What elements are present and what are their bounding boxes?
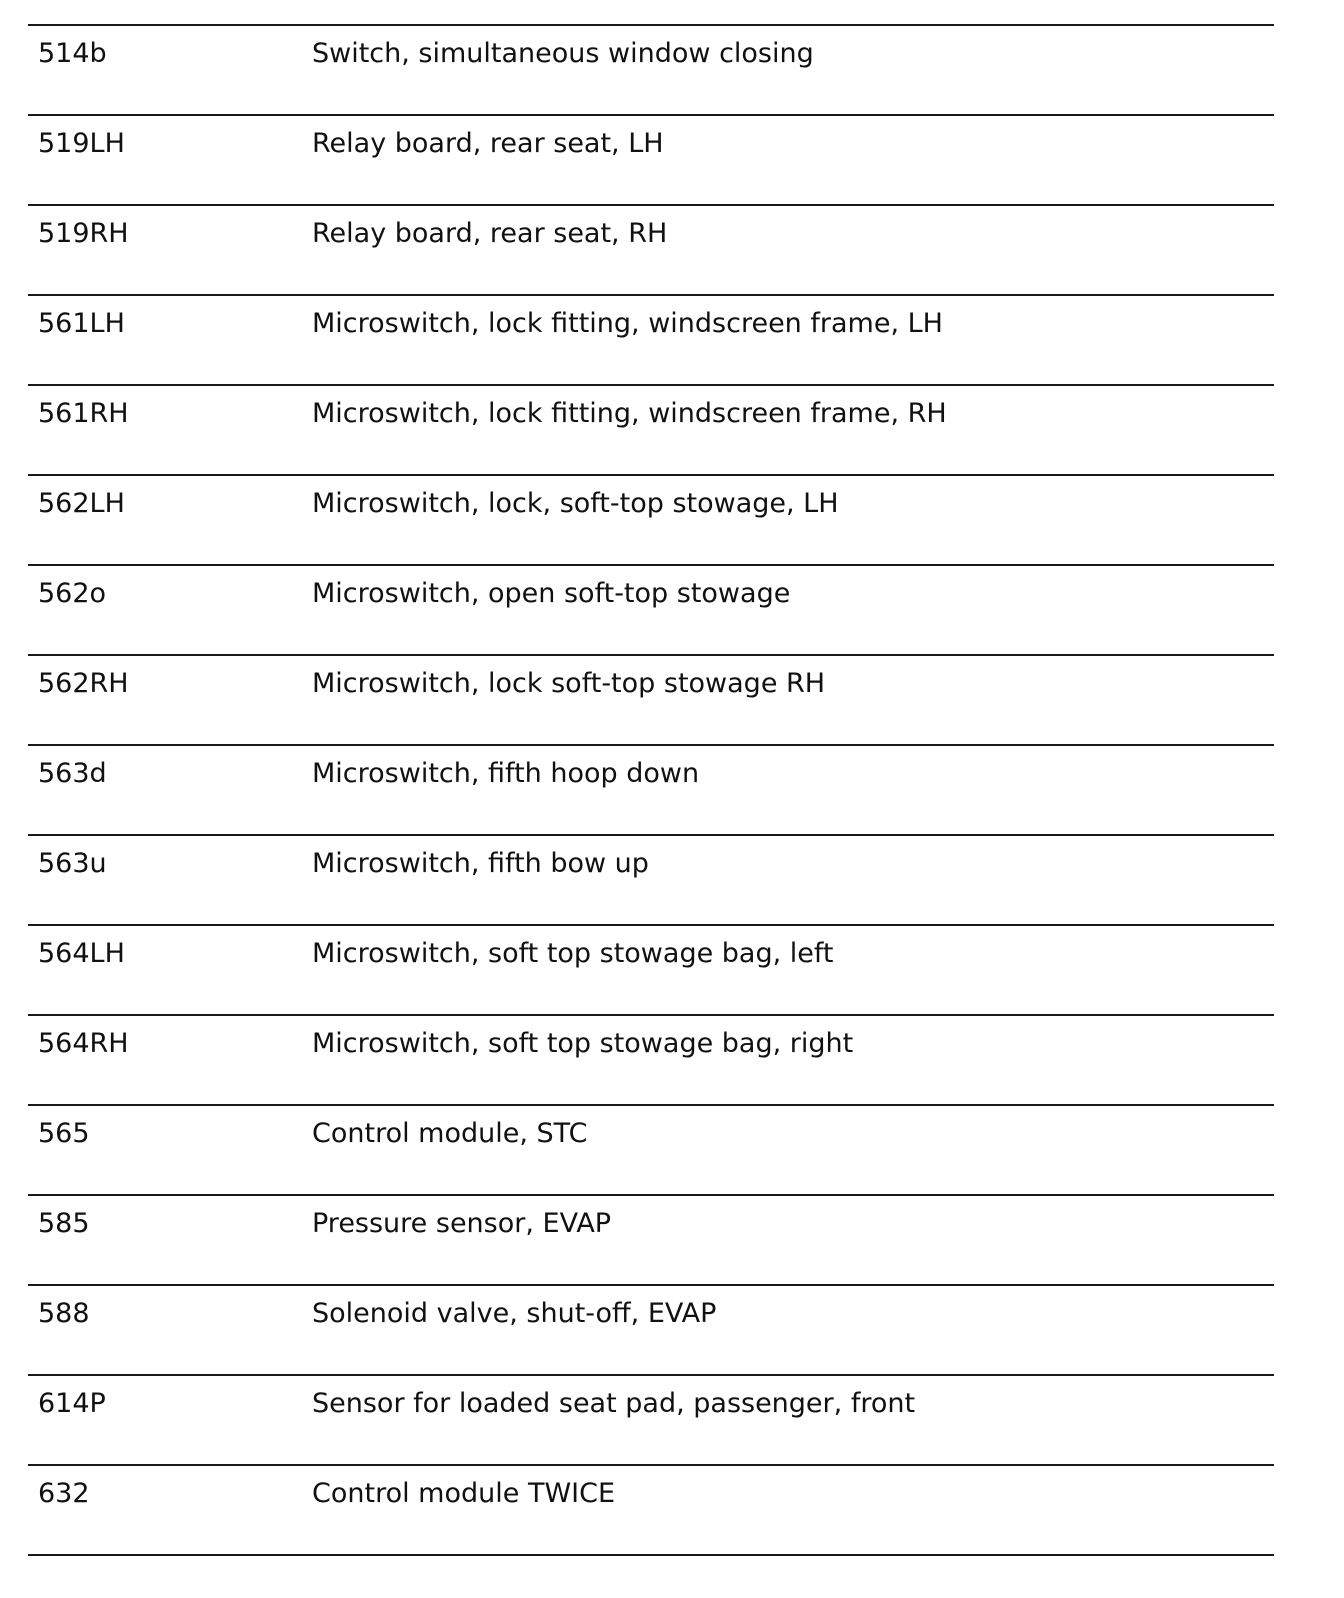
table-row: [28, 116, 1274, 206]
component-code: 565: [38, 1118, 90, 1149]
component-code: 562o: [38, 578, 107, 609]
component-code: 563u: [38, 848, 107, 879]
component-description: Microswitch, lock, soft-top stowage, LH: [312, 488, 839, 519]
component-description: Switch, simultaneous window closing: [312, 38, 814, 69]
table-row: [28, 206, 1274, 296]
component-description: Microswitch, lock soft-top stowage RH: [312, 668, 826, 699]
table-row: [28, 926, 1274, 1016]
table-row: [28, 1106, 1274, 1196]
component-code: 562RH: [38, 668, 129, 699]
component-code: 519LH: [38, 128, 125, 159]
component-code: 564RH: [38, 1028, 129, 1059]
table-row: [28, 566, 1274, 656]
component-description: Control module, STC: [312, 1118, 588, 1149]
component-description: Microswitch, fifth bow up: [312, 848, 649, 879]
component-description: Microswitch, lock fitting, windscreen frame, LH: [312, 308, 943, 339]
component-code: 588: [38, 1298, 90, 1329]
component-description: Microswitch, soft top stowage bag, right: [312, 1028, 854, 1059]
component-description: Solenoid valve, shut-off, EVAP: [312, 1298, 717, 1329]
component-code: 632: [38, 1478, 90, 1509]
table-row: [28, 746, 1274, 836]
component-code: 519RH: [38, 218, 129, 249]
table-row: [28, 296, 1274, 386]
component-code: 564LH: [38, 938, 125, 969]
table-row: [28, 476, 1274, 566]
component-code: 585: [38, 1208, 90, 1239]
component-description: Sensor for loaded seat pad, passenger, front: [312, 1388, 916, 1419]
table-row: [28, 656, 1274, 746]
component-code: 514b: [38, 38, 107, 69]
component-description: Pressure sensor, EVAP: [312, 1208, 612, 1239]
component-code: 561RH: [38, 398, 129, 429]
table-row: [28, 26, 1274, 116]
table-row: [28, 1376, 1274, 1466]
component-description: Microswitch, lock fitting, windscreen frame, RH: [312, 398, 947, 429]
table-row: [28, 836, 1274, 926]
table-row: [28, 1286, 1274, 1376]
component-description: Relay board, rear seat, LH: [312, 128, 664, 159]
component-code: 614P: [38, 1388, 106, 1419]
table-row: [28, 1016, 1274, 1106]
table-row: [28, 386, 1274, 476]
component-description: Control module TWICE: [312, 1478, 616, 1509]
table-row: [28, 1466, 1274, 1556]
component-description: Relay board, rear seat, RH: [312, 218, 668, 249]
component-description: Microswitch, soft top stowage bag, left: [312, 938, 834, 969]
component-table: [28, 24, 1274, 1556]
component-code: 563d: [38, 758, 107, 789]
component-description: Microswitch, fifth hoop down: [312, 758, 700, 789]
component-code: 561LH: [38, 308, 125, 339]
component-description: Microswitch, open soft-top stowage: [312, 578, 791, 609]
table-row: [28, 1196, 1274, 1286]
component-code: 562LH: [38, 488, 125, 519]
